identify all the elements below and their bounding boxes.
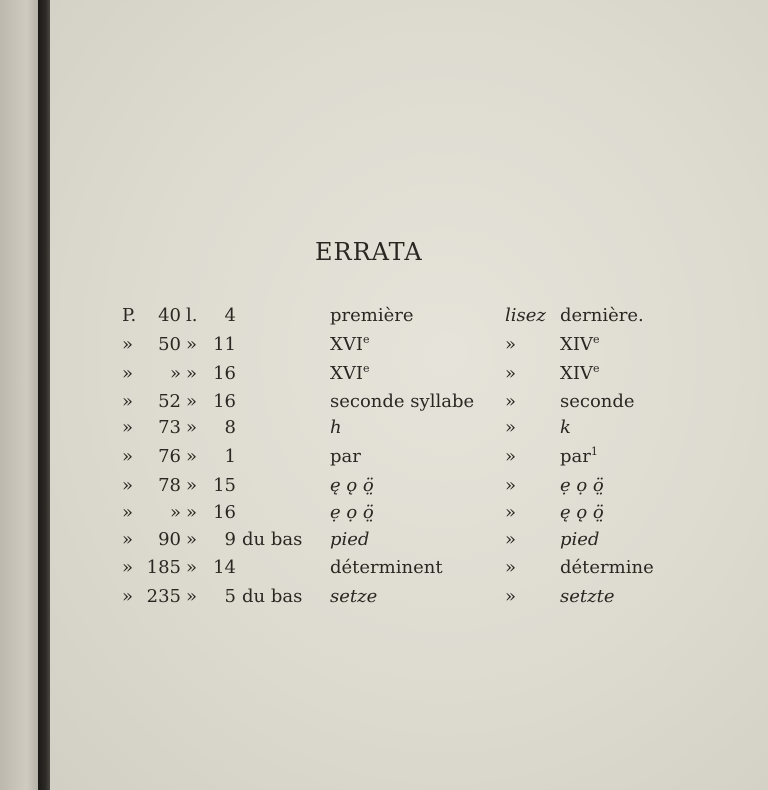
line-prefix: » [186,334,198,355]
page-prefix: » [122,446,134,467]
erroneous-text: XVIe [330,333,370,355]
corrected-text: XIVe [560,362,600,384]
page-prefix: » [122,586,134,607]
page-prefix: » [122,529,134,550]
page-number: » [169,363,181,384]
page-prefix: » [122,363,134,384]
page-number: 235 [146,586,181,607]
page-number: 185 [146,557,181,578]
read-instruction: » [505,334,517,355]
line-prefix: » [186,446,198,467]
superscript: 1 [590,445,598,458]
read-instruction: » [505,475,517,496]
read-instruction: » [505,502,517,523]
read-instruction: » [505,391,517,412]
page-prefix: » [122,417,134,438]
page-prefix: » [122,502,134,523]
erroneous-text: seconde syllabe [330,391,475,412]
erroneous-text: ę ǫ ö̤ [330,475,374,496]
page-number: 52 [158,391,181,412]
corrected-text: détermine [560,557,654,578]
line-number: 4 [224,305,236,326]
line-number: 9 [224,529,236,550]
read-instruction: » [505,446,517,467]
errata-row [0,444,768,470]
errata-row [0,473,768,499]
line-prefix: » [186,502,198,523]
superscript: e [592,333,600,346]
superscript: e [362,333,370,346]
errata-row [0,584,768,610]
page-number: 50 [158,334,181,355]
errata-row [0,332,768,358]
corrected-text: ẹ ọ ö̤ [560,475,604,496]
page-number: 40 [158,305,181,326]
read-instruction: » [505,557,517,578]
line-number: 15 [213,475,236,496]
line-prefix: » [186,586,198,607]
errata-row [0,303,768,329]
line-prefix: » [186,363,198,384]
line-qualifier: du bas [242,586,303,607]
page-prefix: » [122,391,134,412]
line-prefix: » [186,529,198,550]
corrected-text: par$^1$ [560,445,598,467]
page-number: 76 [158,446,181,467]
line-number: 8 [224,417,236,438]
errata-row [0,527,768,553]
superscript: e [362,362,370,375]
errata-row [0,361,768,387]
erroneous-text: XVIe [330,362,370,384]
erroneous-text: ẹ ọ ö̤ [330,502,374,523]
corrected-text: k [560,417,571,438]
line-qualifier: du bas [242,529,303,550]
page-number: 73 [158,417,181,438]
page-number: 90 [158,529,181,550]
line-number: 16 [213,363,236,384]
line-number: 16 [213,502,236,523]
line-prefix: » [186,475,198,496]
corrected-text: pied [560,529,600,550]
read-instruction: » [505,586,517,607]
erroneous-text: pied [330,529,370,550]
corrected-text: ę ǫ ö̤ [560,502,604,523]
erroneous-text: h [330,417,342,438]
corrected-text: setzte [560,586,615,607]
line-number: 1 [224,446,236,467]
page-number: 78 [158,475,181,496]
corrected-text: seconde [560,391,635,412]
errata-row [0,415,768,441]
corrected-text: dernière. [560,305,644,326]
erroneous-text: déterminent [330,557,443,578]
read-instruction: » [505,417,517,438]
page-prefix: » [122,334,134,355]
page-title: ERRATA [315,238,423,266]
page-prefix: » [122,557,134,578]
read-instruction: » [505,529,517,550]
page-prefix: » [122,475,134,496]
line-prefix: » [186,391,198,412]
line-number: 5 [224,586,236,607]
line-number: 11 [213,334,236,355]
superscript: e [592,362,600,375]
read-instruction: » [505,363,517,384]
erroneous-text: setze [330,586,378,607]
line-prefix: l. [186,305,198,326]
errata-row [0,389,768,415]
erroneous-text: première [330,305,414,326]
page-number: » [169,502,181,523]
line-number: 16 [213,391,236,412]
erroneous-text: par [330,446,361,467]
corrected-text: XIVe [560,333,600,355]
line-prefix: » [186,557,198,578]
line-prefix: » [186,417,198,438]
line-number: 14 [213,557,236,578]
errata-row [0,555,768,581]
read-instruction: lisez [505,305,546,326]
page-prefix: P. [122,305,137,326]
errata-row [0,500,768,526]
